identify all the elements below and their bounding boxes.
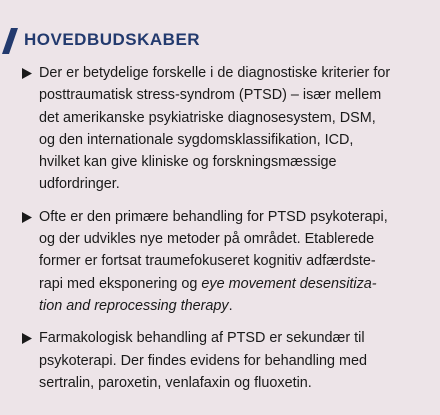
bullet-text-line: former er fortsat traumefokuseret kognitiv adfærdste- (39, 253, 376, 270)
bullet-text-line: hvilket kan give kliniske og forskningsmæssige (39, 154, 337, 171)
bullet-text-line: posttraumatisk stress-syndrom (PTSD) – især mellem (39, 87, 382, 104)
bullet-text-line: psykoterapi. Der findes evidens for behandling med (39, 352, 367, 369)
triangle-bullet-icon (22, 333, 32, 344)
bullet-text-line (39, 273, 426, 295)
bullet-text-line: og den internationale sygdomsklassifikation, ICD, (39, 131, 354, 148)
bullet-text-line: Der er betydelige forskelle i de diagnostiske kriterier for (39, 65, 391, 81)
bullet-text-segment: rapi med eksponering og (39, 275, 202, 292)
triangle-bullet-icon (22, 212, 32, 223)
bullet-item-pharmacological (0, 327, 440, 394)
bullet-text-line (39, 295, 426, 317)
bullet-text-line: det amerikanske psykiatriske diagnosesystem, DSM, (39, 109, 376, 126)
bullet-text-line: og der udvikles nye metoder på området. Etablerede (39, 231, 375, 248)
emdr-term: eye movement desensitiza- (201, 275, 377, 292)
bullet-item-psychotherapy (0, 206, 440, 317)
bullet-list (0, 62, 440, 404)
bullet-text-line: Farmakologisk behandling af PTSD er sekundær til (39, 330, 365, 347)
bullet-text-line: Ofte er den primære behandling for PTSD psykoterapi, (39, 208, 388, 225)
box-heading: HOVEDBUDSKABER (24, 30, 201, 49)
bullet-text-line: sertralin, paroxetin, venlafaxin og fluoxetin. (39, 374, 312, 391)
triangle-bullet-icon (22, 68, 32, 79)
bullet-text-line: udfordringer. (39, 176, 120, 193)
heading-accent-stripe (2, 28, 20, 54)
emdr-term: tion and reprocessing therapy (39, 297, 229, 314)
bullet-text-segment: . (228, 297, 233, 314)
bullet-item-diagnostic-criteria (0, 62, 440, 196)
